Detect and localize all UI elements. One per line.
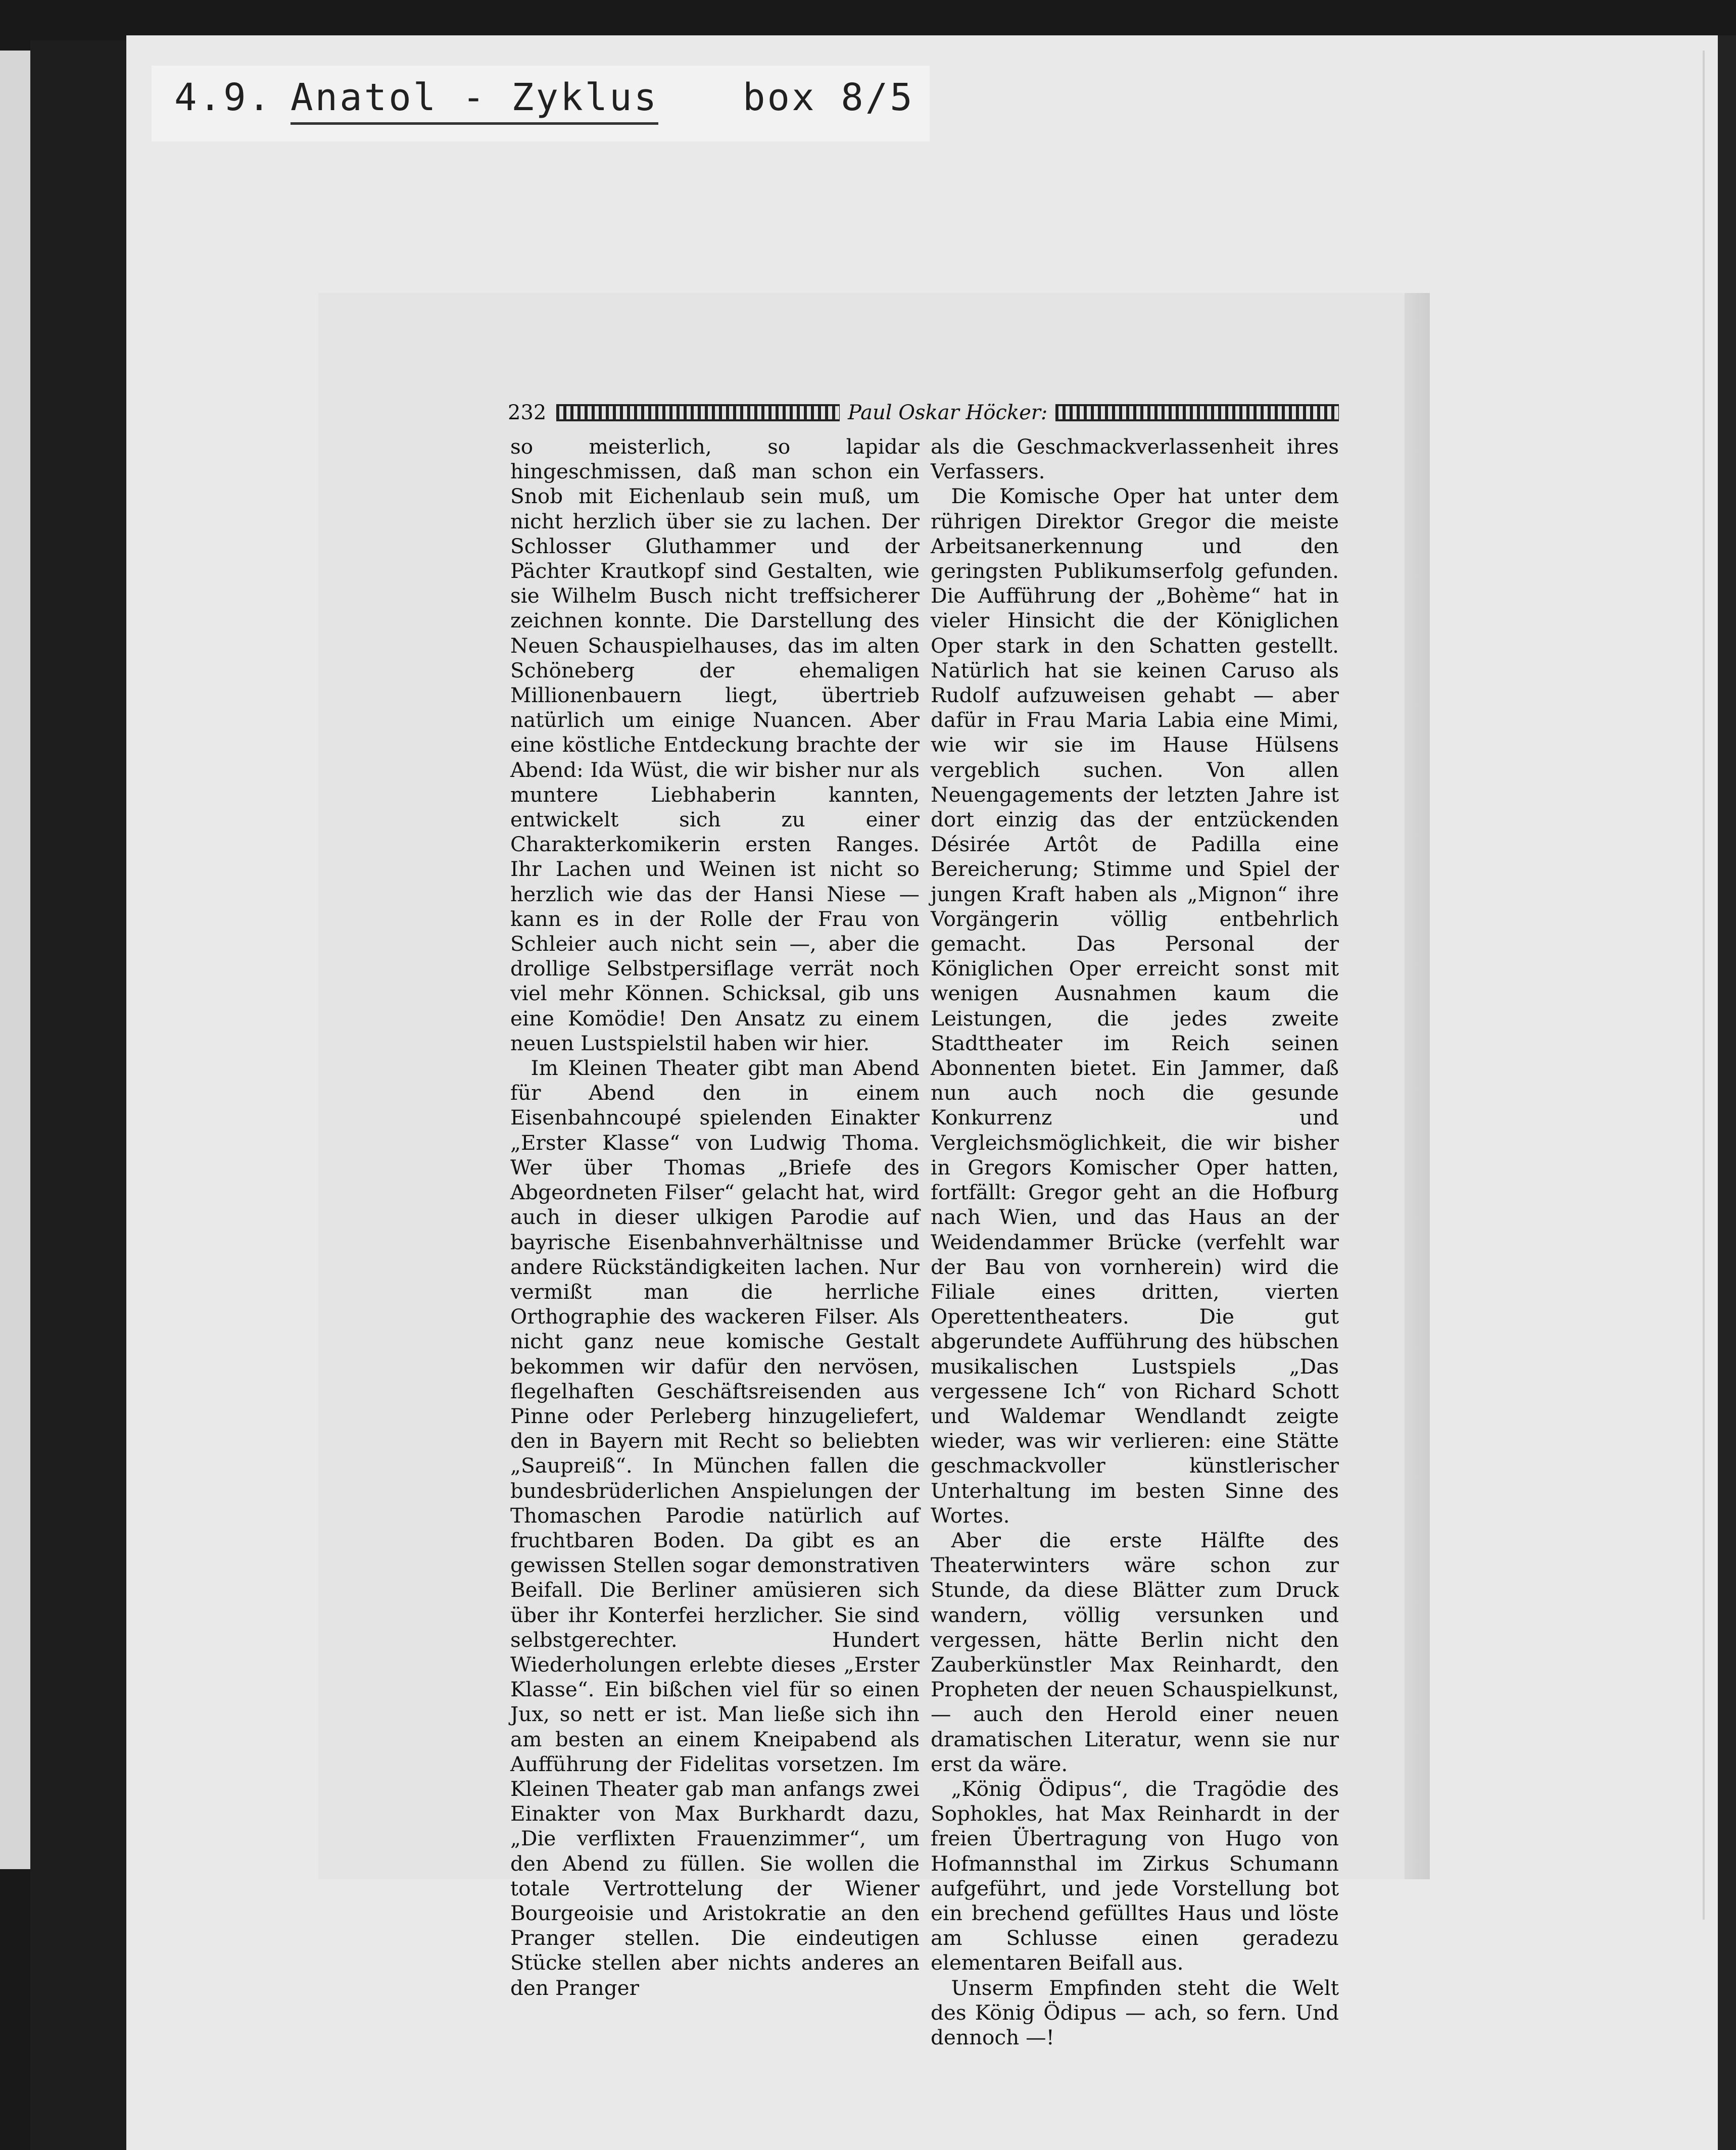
running-head: [508, 400, 1344, 425]
paragraph: so meisterlich, so lapidar hingeschmissen, daß man schon ein Snob mit Eichenlaub sein muß, um nicht herzlich über sie zu lachen. Der Schlosser Gluthammer und der Pächter Krautkopf sind Gestalten, wie sie Wilhelm Busch nicht treffsicherer zeichnen konnte. Die Darstellung des Neuen Schauspielhauses, das im alten Schöneberg der ehemaligen Millionenbauern liegt, übertrieb natürlich um einige Nuancen. Aber eine köstliche Entdeckung brachte der Abend: Ida Wüst, die wir bisher nur als muntere Liebhaberin kannten, entwickelt sich zu einer Charakterkomikerin ersten Ranges. Ihr Lachen und Weinen ist nicht so herzlich wie das der Hansi Niese — kann es in der Rolle der Frau von Schleier auch nicht sein —, aber die drollige Selbstpersiflage verrät noch viel mehr Können. Schicksal, gib uns eine Komödie! Den Ansatz zu einem neuen Lustspielstil haben wir hier.: [510, 434, 920, 1055]
text-column-right: [931, 434, 1339, 2049]
label-box: box 8/5: [743, 76, 914, 119]
ornament-rule-right: [1055, 404, 1339, 421]
ornament-rule-left: [556, 404, 840, 421]
paragraph: Die Komische Oper hat unter dem rührigen Direktor Gregor die meiste Arbeitsanerkennung und den geringsten Publikumserfolg gefunden. Die Aufführung der „Bohème“ hat in vieler Hinsicht die der Königlichen Oper stark in den Schatten gestellt. Natürlich hat sie keinen Caruso als Rudolf aufzuweisen gehabt — aber dafür in Frau Maria Labia eine Mimi, wie wir sie im Hause Hülsens vergeblich suchen. Von allen Neuengagements der letzten Jahre ist dort einzig das der entzückenden Désirée Artôt de Padilla eine Bereicherung; Stimme und Spiel der jungen Kraft haben als „Mignon“ ihre Vorgängerin völlig entbehrlich gemacht. Das Personal der Königlichen Oper erreicht sonst mit wenigen Ausnahmen kaum die Leistungen, die jedes zweite Stadttheater im Reich seinen Abonnenten bietet. Ein Jammer, daß nun auch noch die gesunde Konkurrenz und Vergleichsmöglichkeit, die wir bisher in Gregors Komischer Oper hatten, fortfällt: Gregor geht an die Hofburg nach Wien, und das Haus an der Weidendammer Brücke (verfehlt war der Bau von vornherein) wird die Filiale eines dritten, vierten Operettentheaters. Die gut abgerundete Aufführung des hübschen musikalischen Lustspiels „Das vergessene Ich“ von Richard Schott und Waldemar Wendlandt zeigte wieder, was wir verlieren: eine Stätte geschmackvoller künstlerischer Unterhaltung im besten Sinne des Wortes.: [931, 484, 1339, 1528]
adjacent-card-edge: [0, 51, 30, 1869]
card-edge-line: [1703, 51, 1705, 1920]
background-gap: [30, 40, 126, 2150]
clipping-shadow: [1405, 293, 1430, 1879]
paragraph: „König Ödipus“, die Tragödie des Sophokles, hat Max Reinhardt in der freien Übertragung von Hugo von Hofmannsthal im Zirkus Schumann aufgeführt, und jede Vorstellung bot ein brechend gefülltes Haus und löste am Schlusse einen geradezu elementaren Beifall aus.: [931, 1776, 1339, 1975]
paragraph: Unserm Empfinden steht die Welt des König Ödipus — ach, so fern. Und dennoch —!: [931, 1975, 1339, 2049]
paragraph: als die Geschmackverlassenheit ihres Verfassers.: [931, 434, 1339, 484]
paragraph: Aber die erste Hälfte des Theaterwinters wäre schon zur Stunde, da diese Blätter zum Druck wandern, völlig versunken und vergessen, hätte Berlin nicht den Zauberkünstler Max Reinhardt, den Propheten der neuen Schauspielkunst, — auch den Herold einer neuen dramatischen Literatur, wenn sie nur erst da wäre.: [931, 1528, 1339, 1776]
paragraph: Im Kleinen Theater gibt man Abend für Abend den in einem Eisenbahncoupé spielenden Einakter „Erster Klasse“ von Ludwig Thoma. Wer über Thomas „Briefe des Abgeordneten Filser“ gelacht hat, wird auch in dieser ulkigen Parodie auf bayrische Eisenbahnverhältnisse und andere Rückständigkeiten lachen. Nur vermißt man die herrliche Orthographie des wackeren Filser. Als nicht ganz neue komische Gestalt bekommen wir dafür den nervösen, flegelhaften Geschäftsreisenden aus Pinne oder Perleberg hinzugeliefert, den in Bayern mit Recht so beliebten „Saupreiß“. In München fallen die bundesbrüderlichen Anspielungen der Thomaschen Parodie natürlich auf fruchtbaren Boden. Da gibt es an gewissen Stellen sogar demonstrativen Beifall. Die Berliner amüsieren sich über ihr Konterfei herzlicher. Sie sind selbstgerechter. Hundert Wiederholungen erlebte dieses „Erster Klasse“. Ein bißchen viel für so einen Jux, so nett er ist. Man ließe sich ihn am besten an einem Kneipabend als Aufführung der Fidelitas vorsetzen. Im Kleinen Theater gab man anfangs zwei Einakter von Max Burkhardt dazu, „Die verflixten Frauenzimmer“, um den Abend zu füllen. Sie wollen die totale Vertrottelung der Wiener Bourgeoisie und Aristokratie an den Pranger stellen. Die eindeutigen Stücke stellen aber nichts anderes an den Pranger: [510, 1056, 920, 2000]
card-right-shadow: [1718, 35, 1736, 2150]
author-name: Paul Oskar Höcker:: [848, 401, 1048, 424]
label-number: 4.9.: [174, 76, 273, 119]
page-number: 232: [508, 401, 547, 424]
text-column-left: [510, 434, 920, 2000]
label-title: Anatol - Zyklus: [291, 76, 658, 125]
